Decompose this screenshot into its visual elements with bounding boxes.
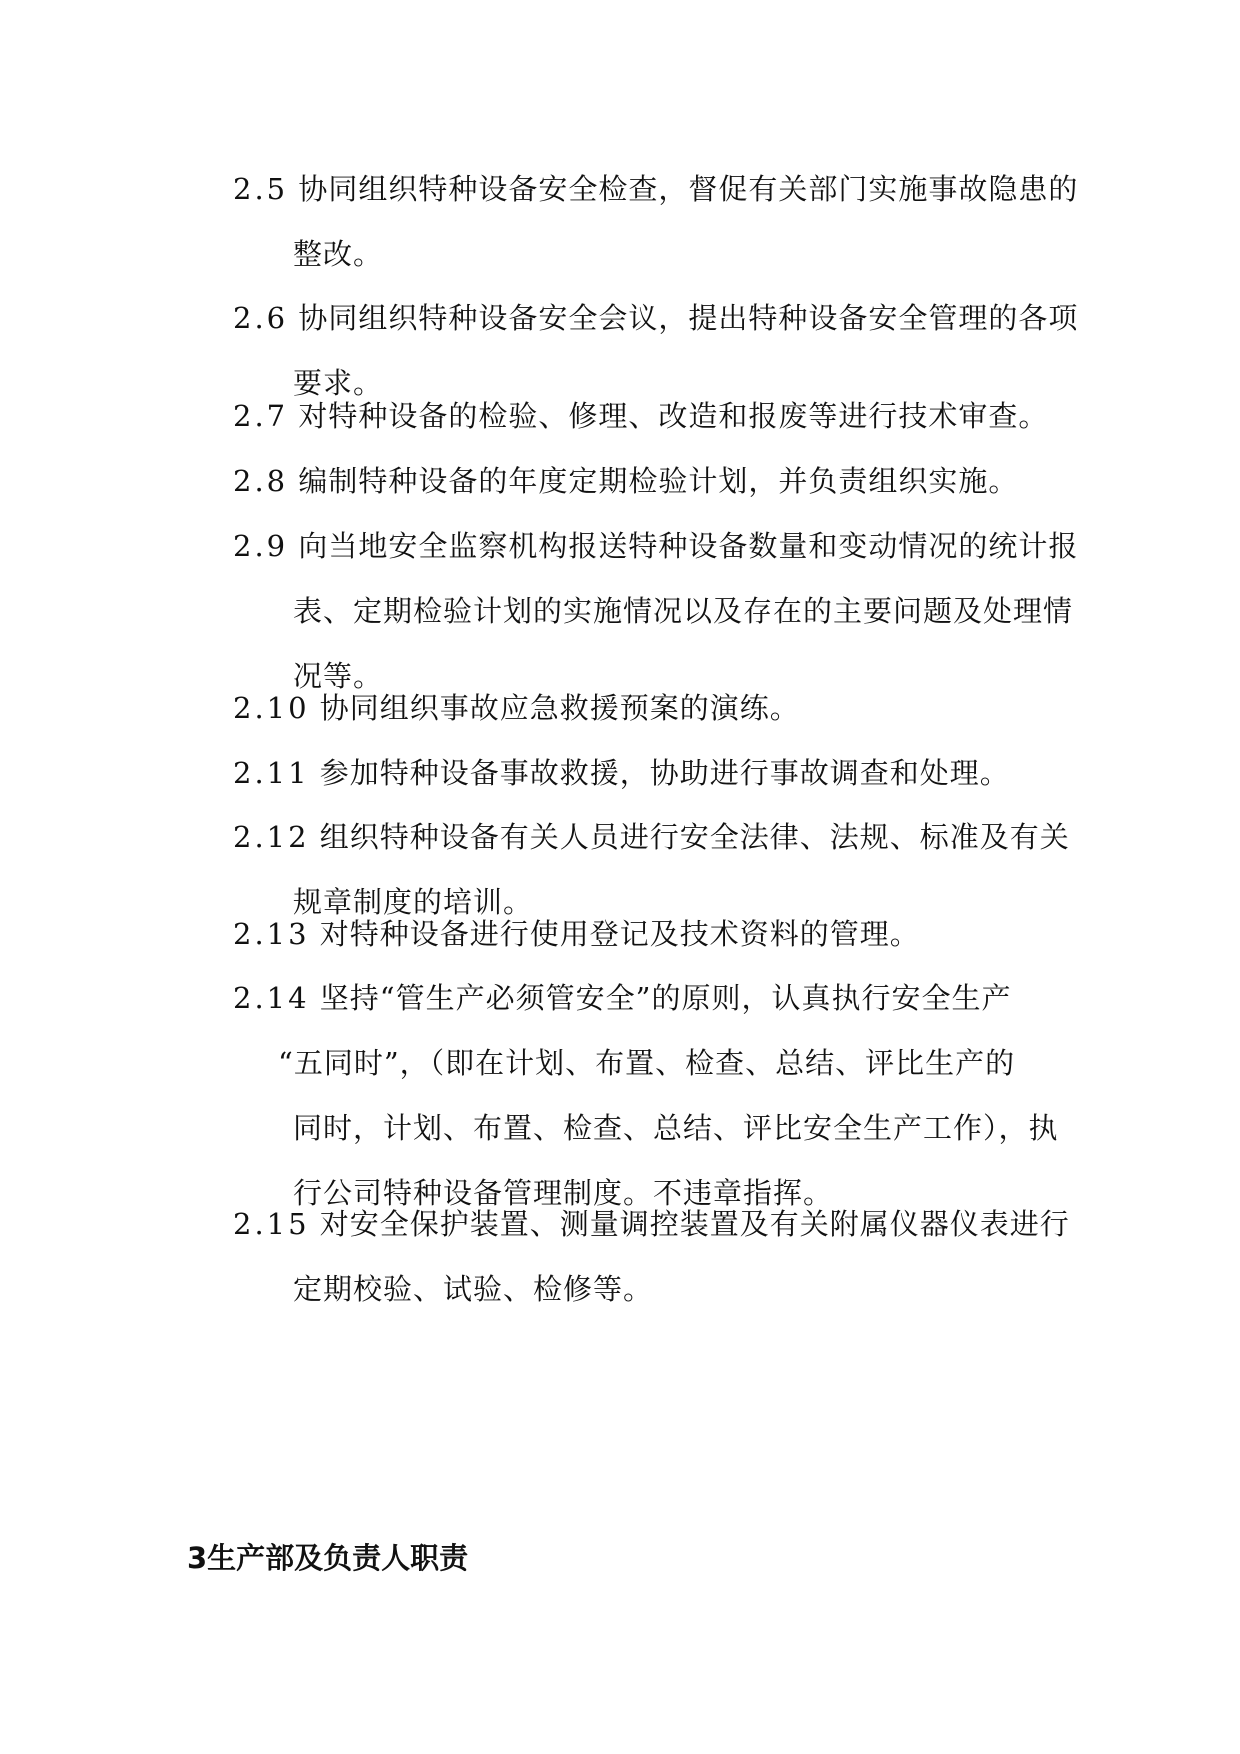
clause-2-5 xyxy=(233,157,1079,287)
clause-text: 组织特种设备有关人员进行安全法律、法规、标准及有关 xyxy=(319,820,1070,854)
clause-text-continued: 规章制度的培训。 xyxy=(293,885,534,919)
clause-2-13 xyxy=(233,902,1053,967)
clause-number: 2.14 xyxy=(233,981,310,1015)
clause-2-11 xyxy=(233,741,1053,806)
clause-number: 2.10 xyxy=(233,691,310,725)
clause-text: 向当地安全监察机构报送特种设备数量和变动情况的统计报 xyxy=(298,529,1079,563)
clause-text-continued: 况等。 xyxy=(293,659,384,693)
clause-number: 2.8 xyxy=(233,464,289,498)
clause-number: 2.7 xyxy=(233,399,289,433)
clause-text: 编制特种设备的年度定期检验计划，并负责组织实施。 xyxy=(298,464,1019,498)
clause-text: 坚持“管生产必须管安全”的原则，认真执行安全生产 xyxy=(319,981,1012,1015)
clause-text-continued: 定期校验、试验、检修等。 xyxy=(293,1272,654,1306)
clause-2-10 xyxy=(233,676,1053,741)
clause-text: 对安全保护装置、测量调控装置及有关附属仪器仪表进行 xyxy=(319,1207,1070,1241)
clause-number: 2.5 xyxy=(233,172,289,206)
clause-2-8 xyxy=(233,449,1053,514)
clause-2-7 xyxy=(233,384,1053,449)
clause-text: 对特种设备的检验、修理、改造和报废等进行技术审查。 xyxy=(298,399,1049,433)
clause-number: 2.11 xyxy=(233,756,310,790)
clause-text-continued: 整改。 xyxy=(293,237,384,271)
clause-number: 2.13 xyxy=(233,917,310,951)
clause-text-continued: 行公司特种设备管理制度。不违章指挥。 xyxy=(293,1176,834,1210)
clause-number: 2.15 xyxy=(233,1207,310,1241)
section-heading: 3生产部及负责人职责 xyxy=(187,1541,469,1575)
clause-number: 2.12 xyxy=(233,820,310,854)
clause-text: 协同组织事故应急救援预案的演练。 xyxy=(319,691,800,725)
clause-text-continued: “五同时”，（即在计划、布置、检查、总结、评比生产的 xyxy=(278,1046,1016,1080)
clause-text-continued: 要求。 xyxy=(293,366,384,400)
clause-2-14 xyxy=(233,966,1059,1226)
clause-text-continued: 表、定期检验计划的实施情况以及存在的主要问题及处理情 xyxy=(293,594,1074,628)
clause-text: 对特种设备进行使用登记及技术资料的管理。 xyxy=(319,917,920,951)
clause-text: 协同组织特种设备安全会议，提出特种设备安全管理的各项 xyxy=(298,301,1079,335)
clause-text: 协同组织特种设备安全检查，督促有关部门实施事故隐患的 xyxy=(298,172,1079,206)
clause-number: 2.6 xyxy=(233,301,289,335)
clause-number: 2.9 xyxy=(233,529,289,563)
clause-2-15 xyxy=(233,1192,1070,1322)
clause-text-continued: 同时，计划、布置、检查、总结、评比安全生产工作），执 xyxy=(293,1111,1059,1145)
clause-text: 参加特种设备事故救援，协助进行事故调查和处理。 xyxy=(319,756,1010,790)
